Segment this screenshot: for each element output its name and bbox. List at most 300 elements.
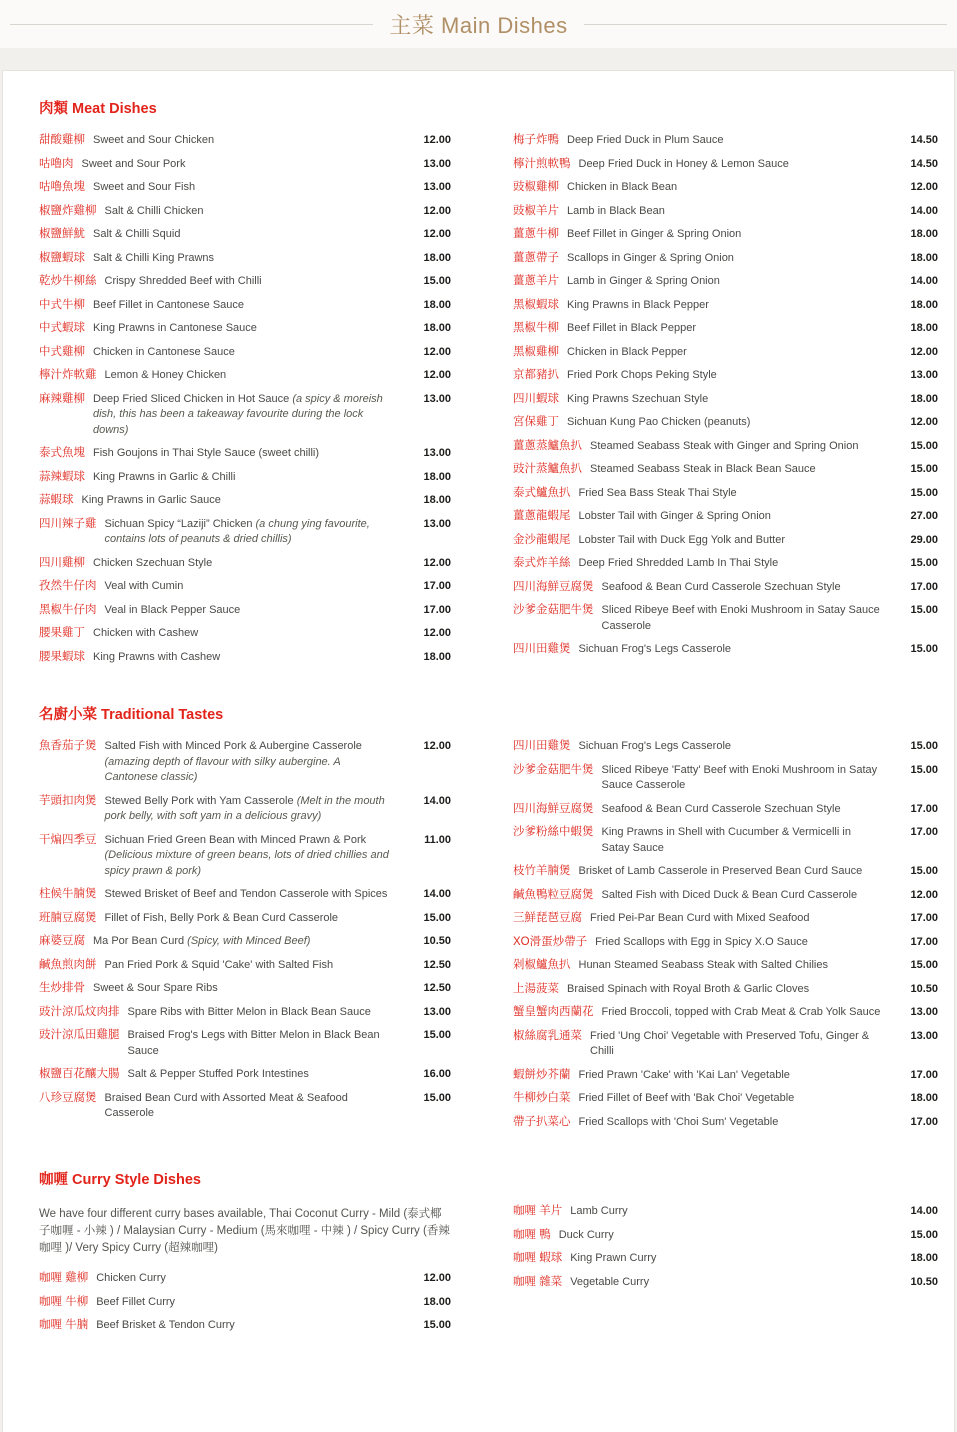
dish-name-chinese: 宮保雞丁 [513, 416, 559, 428]
dish-price: 13.00 [423, 157, 451, 170]
dish-name-chinese: 咖喱 鴨 [513, 1228, 551, 1241]
dish-description: Sweet and Sour Chicken [93, 134, 215, 146]
dish-name-chinese: 蟹皇蟹肉西蘭花 [513, 1006, 594, 1018]
menu-section-curry-style-dishes [39, 1168, 938, 1342]
dish-price: 12.00 [423, 556, 451, 569]
dish-name-chinese: 豉椒羊片 [513, 204, 559, 217]
dish-name-chinese: 剁椒鱸魚扒 [513, 959, 571, 971]
dish-name-chinese: 黑椒蝦球 [513, 298, 559, 311]
dish-price: 14.00 [910, 204, 938, 217]
dish-name-chinese: 鹹魚煎肉餅 [39, 958, 97, 971]
menu-item [39, 911, 451, 927]
dish-price: 12.00 [423, 134, 451, 146]
menu-item [39, 958, 451, 974]
dish-description: Veal with Cumin [104, 580, 184, 592]
dish-name-chinese: 椒鹽鮮魷 [39, 228, 85, 240]
dish-price: 27.00 [910, 510, 938, 522]
dish-price: 29.00 [910, 533, 938, 546]
dish-price: 15.00 [910, 865, 938, 877]
dish-name-chinese: 四川田雞煲 [513, 740, 571, 752]
menu-item [513, 462, 938, 478]
dish-price: 18.00 [423, 298, 451, 311]
dish-description: Salt & Chilli Chicken [104, 204, 204, 217]
dish-note: (Spicy, with Minced Beef) [187, 935, 311, 947]
dish-name-chinese: 四川田雞煲 [513, 643, 571, 655]
menu-item [513, 1275, 938, 1291]
menu-item [513, 1029, 938, 1060]
dish-name-chinese: 四川雞柳 [39, 556, 85, 569]
dish-name-chinese: 腰果蝦球 [39, 650, 85, 663]
dish-name-chinese: 中式雞柳 [39, 345, 85, 358]
menu-item [513, 911, 938, 927]
dish-description: Deep Fried Shredded Lamb In Thai Style [578, 557, 779, 569]
menu-item [513, 1068, 938, 1084]
dish-description: Sliced Ribeye 'Fatty' Beef with Enoki Mushroom in Satay Sauce Casserole [601, 763, 878, 791]
dish-description: Seafood & Bean Curd Casserole Szechuan Style [601, 802, 841, 815]
dish-description: Salted Fish with Minced Pork & Aubergine Casserole (amazing depth of flavour with silky aubergine. A Cantonese classic) [104, 740, 362, 783]
dish-description: Salt & Chilli Squid [93, 228, 181, 240]
header-rule-right [584, 24, 947, 25]
dish-description: Deep Fried Sliced Chicken in Hot Sauce (a spicy & moreish dish, this has been a takeaway favourite during the lock downs) [93, 392, 383, 436]
dish-price: 15.00 [910, 439, 938, 452]
menu-item [513, 157, 938, 173]
dish-description: Beef Fillet in Cantonese Sauce [93, 298, 245, 311]
dish-name-chinese: 薑蔥龍蝦尾 [513, 510, 571, 522]
section-heading-traditional-tastes: 名廚小菜 Traditional Tastes [39, 707, 224, 723]
dish-description: Deep Fried Duck in Honey & Lemon Sauce [578, 157, 789, 170]
dish-name-chinese: 沙爹粉絲中蝦煲 [513, 826, 594, 838]
dish-description: Vegetable Curry [570, 1275, 650, 1288]
dish-description: Lamb in Ginger & Spring Onion [567, 275, 720, 287]
menu-sections [39, 97, 938, 1342]
menu-item [513, 958, 938, 974]
dish-description: Sichuan Frog's Legs Casserole [578, 643, 732, 655]
dish-name-chinese: 梅子炸鴨 [513, 134, 559, 146]
dish-description: Veal in Black Pepper Sauce [104, 603, 241, 616]
menu-item [39, 204, 451, 220]
menu-item [513, 251, 938, 267]
dish-price: 16.00 [423, 1068, 451, 1080]
dish-price: 12.00 [910, 416, 938, 428]
menu-item [513, 204, 938, 220]
menu-item [513, 227, 938, 243]
menu-item [513, 298, 938, 314]
curry-intro-text: We have four different curry bases available, Thai Coconut Curry - Mild (泰式椰子咖喱 - 小辣 ) / Malaysian Curry - Medium (馬來咖哩 - 中辣 ) / Spicy Curry (香辣咖哩 )/ Very Spicy Curry (超辣咖哩) [39, 1208, 450, 1254]
menu-item [39, 603, 451, 619]
dish-description: Sichuan Fried Green Bean with Minced Prawn & Pork (Delicious mixture of green beans, lots of dried chillies and spicy prawn & pork) [104, 833, 389, 877]
menu-column-right [513, 133, 938, 666]
menu-item [513, 509, 938, 525]
dish-price: 18.00 [910, 298, 938, 311]
dish-name-chinese: 柱候牛腩煲 [39, 888, 97, 900]
dish-price: 15.00 [910, 486, 938, 499]
menu-item [513, 1005, 938, 1021]
dish-name-chinese: 芋頭扣肉煲 [39, 794, 97, 807]
menu-item [513, 1251, 938, 1267]
section-columns [39, 1204, 938, 1342]
dish-description: Lemon & Honey Chicken [104, 369, 227, 381]
dish-description: Fried Fillet of Beef with 'Bak Choi' Vegetable [578, 1092, 795, 1104]
dish-name-chinese: XO滑蛋炒帶子 [513, 935, 588, 948]
menu-item [39, 298, 451, 314]
dish-description: Deep Fried Duck in Plum Sauce [567, 134, 724, 146]
menu-item [39, 579, 451, 595]
dish-price: 15.00 [910, 557, 938, 569]
dish-price: 10.50 [910, 1275, 938, 1288]
section-heading-curry-style-dishes: 咖喱 Curry Style Dishes [39, 1172, 201, 1188]
menu-item [513, 533, 938, 549]
dish-price: 15.00 [910, 463, 938, 475]
menu-item [39, 626, 451, 642]
dish-price: 15.00 [910, 604, 938, 616]
dish-name-chinese: 椒鹽炸雞柳 [39, 204, 97, 217]
dish-description: King Prawns in Garlic Sauce [81, 494, 221, 506]
dish-description: Sichuan Kung Pao Chicken (peanuts) [567, 416, 751, 428]
menu-item [513, 935, 938, 951]
dish-description: King Prawn Curry [570, 1252, 657, 1264]
dish-price: 12.00 [910, 345, 938, 358]
dish-name-chinese: 咕嚕肉 [39, 157, 74, 170]
menu-item [39, 321, 451, 337]
dish-price: 17.00 [910, 1115, 938, 1128]
menu-item [513, 133, 938, 149]
dish-description: Chicken in Cantonese Sauce [93, 345, 235, 358]
dish-price: 12.00 [423, 627, 451, 639]
dish-description: Steamed Seabass Steak in Black Bean Sauce [590, 463, 816, 475]
dish-description: Fried Scallops with Egg in Spicy X.O Sauce [595, 935, 808, 948]
dish-description: Duck Curry [558, 1228, 614, 1241]
menu-item [39, 981, 451, 997]
dish-name-chinese: 帶子扒菜心 [513, 1115, 571, 1128]
dish-price: 17.00 [910, 802, 938, 815]
menu-item [513, 864, 938, 880]
dish-description: Beef Fillet in Ginger & Spring Onion [567, 228, 742, 240]
dish-price: 13.00 [910, 369, 938, 381]
dish-name-chinese: 咖喱 雜菜 [513, 1275, 563, 1288]
dish-description: Chicken in Black Bean [567, 181, 678, 193]
dish-name-chinese: 薑蔥羊片 [513, 275, 559, 287]
dish-description: King Prawns in Garlic & Chilli [93, 470, 236, 483]
menu-item [39, 251, 451, 267]
dish-name-chinese: 咖喱 牛腩 [39, 1319, 89, 1331]
menu-item [39, 1005, 451, 1021]
dish-price: 15.00 [910, 763, 938, 776]
menu-column-left [39, 133, 451, 673]
menu-item [39, 517, 451, 548]
dish-description: Sichuan Spicy “Laziji” Chicken (a chung ying favourite, contains lots of peanuts & dried chillis) [104, 517, 370, 545]
menu-item [39, 133, 451, 149]
dish-description: Stewed Belly Pork with Yam Casserole (Melt in the mouth pork belly, with soft yam in a delicious gravy) [104, 794, 385, 822]
dish-price: 15.00 [423, 275, 451, 287]
dish-price: 13.00 [423, 1005, 451, 1018]
dish-name-chinese: 蝦餅炒芥蘭 [513, 1068, 571, 1081]
dish-note: (Delicious mixture of green beans, lots of dried chillies and spicy prawn & pork) [104, 849, 389, 877]
dish-name-chinese: 麻辣雞柳 [39, 392, 85, 405]
dish-name-chinese: 檸汁炸軟雞 [39, 369, 97, 381]
dish-price: 14.00 [910, 1205, 938, 1217]
dish-description: Brisket of Lamb Casserole in Preserved Bean Curd Sauce [578, 865, 863, 877]
dish-name-chinese: 枝竹羊腩煲 [513, 865, 571, 877]
menu-item [39, 392, 451, 439]
dish-price: 18.00 [910, 392, 938, 405]
menu-section-traditional-tastes [39, 703, 938, 1138]
dish-name-chinese: 豉汁涼瓜田雞腿 [39, 1029, 120, 1041]
dish-description: Chicken Curry [96, 1272, 166, 1284]
menu-item [39, 1318, 451, 1334]
dish-description: Sichuan Frog's Legs Casserole [578, 740, 732, 752]
dish-name-chinese: 沙爹金菇肥牛煲 [513, 604, 594, 616]
dish-price: 14.50 [910, 157, 938, 170]
dish-price: 13.00 [910, 1006, 938, 1018]
dish-description: Crispy Shredded Beef with Chilli [104, 275, 262, 287]
dish-name-chinese: 泰式炸羊絲 [513, 557, 571, 569]
dish-name-chinese: 班腩豆腐煲 [39, 911, 97, 924]
dish-price: 13.00 [423, 392, 451, 405]
menu-item [513, 888, 938, 904]
dish-name-chinese: 椒絲腐乳通菜 [513, 1029, 582, 1042]
dish-name-chinese: 檸汁煎軟鴨 [513, 157, 571, 170]
dish-name-chinese: 咖喱 雞柳 [39, 1272, 89, 1284]
dish-name-chinese: 上湯菠菜 [513, 982, 559, 995]
menu-item [39, 1067, 451, 1083]
dish-description: Sweet & Sour Spare Ribs [93, 982, 218, 994]
menu-column-left [39, 739, 451, 1130]
dish-description: Lamb in Black Bean [567, 204, 665, 217]
dish-description: Lobster Tail with Ginger & Spring Onion [578, 510, 771, 522]
dish-price: 18.00 [910, 251, 938, 264]
dish-description: Sweet and Sour Fish [93, 181, 196, 193]
dish-name-chinese: 八珍豆腐煲 [39, 1091, 97, 1104]
dish-price: 14.50 [910, 134, 938, 146]
menu-item [513, 580, 938, 596]
dish-price: 18.00 [423, 494, 451, 506]
dish-description: Fried Pei-Par Bean Curd with Mixed Seafood [590, 912, 810, 924]
dish-price: 12.00 [423, 1272, 451, 1284]
dish-name-chinese: 金沙龍蝦尾 [513, 533, 571, 546]
dish-name-chinese: 豉汁蒸鱸魚扒 [513, 463, 582, 475]
dish-name-chinese: 蒜蝦球 [39, 494, 74, 506]
dish-description: Chicken in Black Pepper [567, 345, 687, 358]
dish-description: Fried Prawn 'Cake' with 'Kai Lan' Vegetable [578, 1068, 790, 1081]
menu-item [39, 934, 451, 950]
menu-item [513, 321, 938, 337]
dish-price: 18.00 [423, 251, 451, 264]
dish-description: Braised Frog's Legs with Bitter Melon in Black Bean Sauce [127, 1029, 380, 1057]
menu-item [513, 603, 938, 634]
menu-item [513, 274, 938, 290]
menu-item [39, 1028, 451, 1059]
dish-description: Fried Sea Bass Steak Thai Style [578, 486, 737, 499]
menu-item [39, 345, 451, 361]
dish-name-chinese: 薑蔥帶子 [513, 251, 559, 264]
dish-name-chinese: 干煸四季豆 [39, 833, 97, 846]
menu-item [39, 1091, 451, 1122]
dish-price: 13.00 [423, 447, 451, 459]
dish-name-chinese: 牛柳炒白菜 [513, 1092, 571, 1104]
dish-price: 12.00 [910, 181, 938, 193]
dish-price: 18.00 [423, 322, 451, 334]
menu-item [513, 345, 938, 361]
menu-item [513, 1228, 938, 1244]
dish-price: 17.00 [910, 580, 938, 593]
dish-name-chinese: 豉汁涼瓜炆肉排 [39, 1005, 120, 1018]
menu-item [39, 493, 451, 509]
dish-description: Braised Bean Curd with Assorted Meat & Seafood Casserole [104, 1091, 348, 1119]
dish-price: 14.00 [423, 888, 451, 900]
dish-description: Spare Ribs with Bitter Melon in Black Bean Sauce [127, 1005, 371, 1018]
dish-price: 17.00 [910, 826, 938, 838]
menu-column-right [513, 739, 938, 1138]
dish-description: Chicken Szechuan Style [93, 556, 213, 569]
dish-name-chinese: 甜酸雞柳 [39, 134, 85, 146]
menu-item [39, 368, 451, 384]
dish-price: 15.00 [423, 1319, 451, 1331]
menu-item [513, 415, 938, 431]
menu-item [39, 274, 451, 290]
dish-name-chinese: 鹹魚鴨粒豆腐煲 [513, 888, 594, 901]
menu-item [513, 1115, 938, 1131]
dish-description: Fillet of Fish, Belly Pork & Bean Curd Casserole [104, 911, 339, 924]
dish-description: Pan Fried Pork & Squid 'Cake' with Salted Fish [104, 958, 334, 971]
dish-name-chinese: 咖喱 牛柳 [39, 1295, 89, 1308]
dish-note: (a spicy & moreish dish, this has been a takeaway favourite during the lock downs) [93, 392, 383, 436]
dish-name-chinese: 京都豬扒 [513, 369, 559, 381]
dish-price: 17.00 [423, 603, 451, 616]
dish-price: 12.50 [423, 982, 451, 994]
menu-item [513, 802, 938, 818]
menu-item [513, 982, 938, 998]
dish-note: (a chung ying favourite, contains lots of peanuts & dried chillis) [104, 517, 370, 545]
menu-item [39, 470, 451, 486]
menu-item [513, 642, 938, 658]
dish-description: Fish Goujons in Thai Style Sauce (sweet chilli) [93, 447, 320, 459]
dish-price: 12.00 [423, 740, 451, 752]
dish-price: 13.00 [910, 1029, 938, 1042]
header-rule-left [10, 24, 373, 25]
dish-description: King Prawns in Cantonese Sauce [93, 322, 257, 334]
dish-name-chinese: 泰式鱸魚扒 [513, 486, 571, 499]
menu-item [39, 446, 451, 462]
dish-description: Salt & Pepper Stuffed Pork Intestines [127, 1068, 309, 1080]
dish-price: 15.00 [423, 1091, 451, 1104]
menu-column-right [513, 1204, 938, 1298]
menu-item [39, 739, 451, 786]
dish-description: Salt & Chilli King Prawns [93, 251, 215, 264]
dish-name-chinese: 生炒排骨 [39, 982, 85, 994]
dish-description: Fried 'Ung Choi' Vegetable with Preserved Tofu, Ginger & Chilli [590, 1029, 870, 1057]
dish-description: Scallops in Ginger & Spring Onion [567, 251, 734, 264]
menu-item [513, 486, 938, 502]
dish-description: Lamb Curry [570, 1205, 628, 1217]
menu-item [39, 794, 451, 825]
dish-price: 15.00 [910, 959, 938, 971]
menu-card [2, 70, 955, 1432]
dish-description: Lobster Tail with Duck Egg Yolk and Butter [578, 533, 785, 546]
dish-description: Sliced Ribeye Beef with Enoki Mushroom in Satay Sauce Casserole [601, 604, 880, 632]
dish-name-chinese: 椒鹽百花釀大腸 [39, 1068, 120, 1080]
dish-description: Fried Scallops with 'Choi Sum' Vegetable [578, 1115, 779, 1128]
dish-name-chinese: 四川海鮮豆腐煲 [513, 802, 594, 815]
dish-description: King Prawns Szechuan Style [567, 392, 709, 405]
menu-item [39, 650, 451, 666]
menu-item [39, 180, 451, 196]
dish-name-chinese: 腰果雞丁 [39, 627, 85, 639]
dish-note: (amazing depth of flavour with silky aubergine. A Cantonese classic) [104, 755, 341, 783]
dish-description: Seafood & Bean Curd Casserole Szechuan Style [601, 580, 841, 593]
dish-name-chinese: 豉椒雞柳 [513, 181, 559, 193]
dish-description: Chicken with Cashew [93, 627, 199, 639]
dish-price: 18.00 [910, 322, 938, 334]
dish-description: Braised Spinach with Royal Broth & Garlic Cloves [567, 982, 810, 995]
dish-price: 12.00 [423, 228, 451, 240]
section-heading-meat-dishes: 肉類 Meat Dishes [39, 101, 157, 117]
dish-price: 17.00 [910, 935, 938, 948]
dish-price: 18.00 [423, 650, 451, 663]
dish-price: 12.50 [423, 958, 451, 971]
dish-name-chinese: 沙爹金菇肥牛煲 [513, 763, 594, 776]
menu-item [39, 227, 451, 243]
dish-price: 15.00 [423, 911, 451, 924]
section-columns [39, 133, 938, 673]
dish-name-chinese: 泰式魚塊 [39, 447, 85, 459]
dish-description: Hunan Steamed Seabass Steak with Salted Chilies [578, 959, 828, 971]
dish-price: 18.00 [910, 228, 938, 240]
dish-name-chinese: 四川海鮮豆腐煲 [513, 580, 594, 593]
dish-name-chinese: 麻婆豆腐 [39, 935, 85, 947]
dish-name-chinese: 黑椒牛柳 [513, 322, 559, 334]
dish-price: 12.00 [423, 204, 451, 217]
dish-price: 18.00 [910, 1252, 938, 1264]
menu-item [39, 887, 451, 903]
dish-name-chinese: 咖喱 羊片 [513, 1205, 563, 1217]
menu-section-meat-dishes [39, 97, 938, 673]
menu-item [513, 1091, 938, 1107]
dish-price: 18.00 [423, 470, 451, 483]
menu-item [513, 556, 938, 572]
dish-name-chinese: 孜然牛仔肉 [39, 580, 97, 592]
dish-name-chinese: 三鮮琵琶豆腐 [513, 912, 582, 924]
dish-name-chinese: 咕嚕魚塊 [39, 181, 85, 193]
dish-price: 14.00 [910, 275, 938, 287]
dish-description: King Prawns in Shell with Cucumber & Vermicelli in Satay Sauce [601, 826, 851, 854]
dish-name-chinese: 中式蝦球 [39, 322, 85, 334]
dish-description: Fried Pork Chops Peking Style [567, 369, 717, 381]
menu-item [513, 439, 938, 455]
menu-item [513, 392, 938, 408]
dish-description: Ma Por Bean Curd (Spicy, with Minced Beef) [93, 935, 311, 947]
menu-item [513, 180, 938, 196]
dish-price: 18.00 [910, 1092, 938, 1104]
dish-name-chinese: 咖喱 蝦球 [513, 1252, 563, 1264]
dish-description: Stewed Brisket of Beef and Tendon Casserole with Spices [104, 888, 388, 900]
dish-description: Salted Fish with Diced Duck & Bean Curd Casserole [601, 888, 858, 901]
section-columns [39, 739, 938, 1138]
menu-item [39, 556, 451, 572]
dish-name-chinese: 四川辣子雞 [39, 517, 97, 530]
menu-item [513, 763, 938, 794]
dish-name-chinese: 魚香茄子煲 [39, 740, 97, 752]
menu-item [39, 1295, 451, 1311]
dish-description: Beef Brisket & Tendon Curry [96, 1319, 235, 1331]
dish-name-chinese: 薑蔥牛柳 [513, 228, 559, 240]
dish-price: 13.00 [423, 517, 451, 530]
menu-item [39, 157, 451, 173]
dish-price: 10.50 [423, 935, 451, 947]
dish-name-chinese: 四川蝦球 [513, 392, 559, 405]
dish-price: 14.00 [423, 794, 451, 807]
dish-description: King Prawns in Black Pepper [567, 298, 709, 311]
dish-price: 15.00 [423, 1029, 451, 1041]
